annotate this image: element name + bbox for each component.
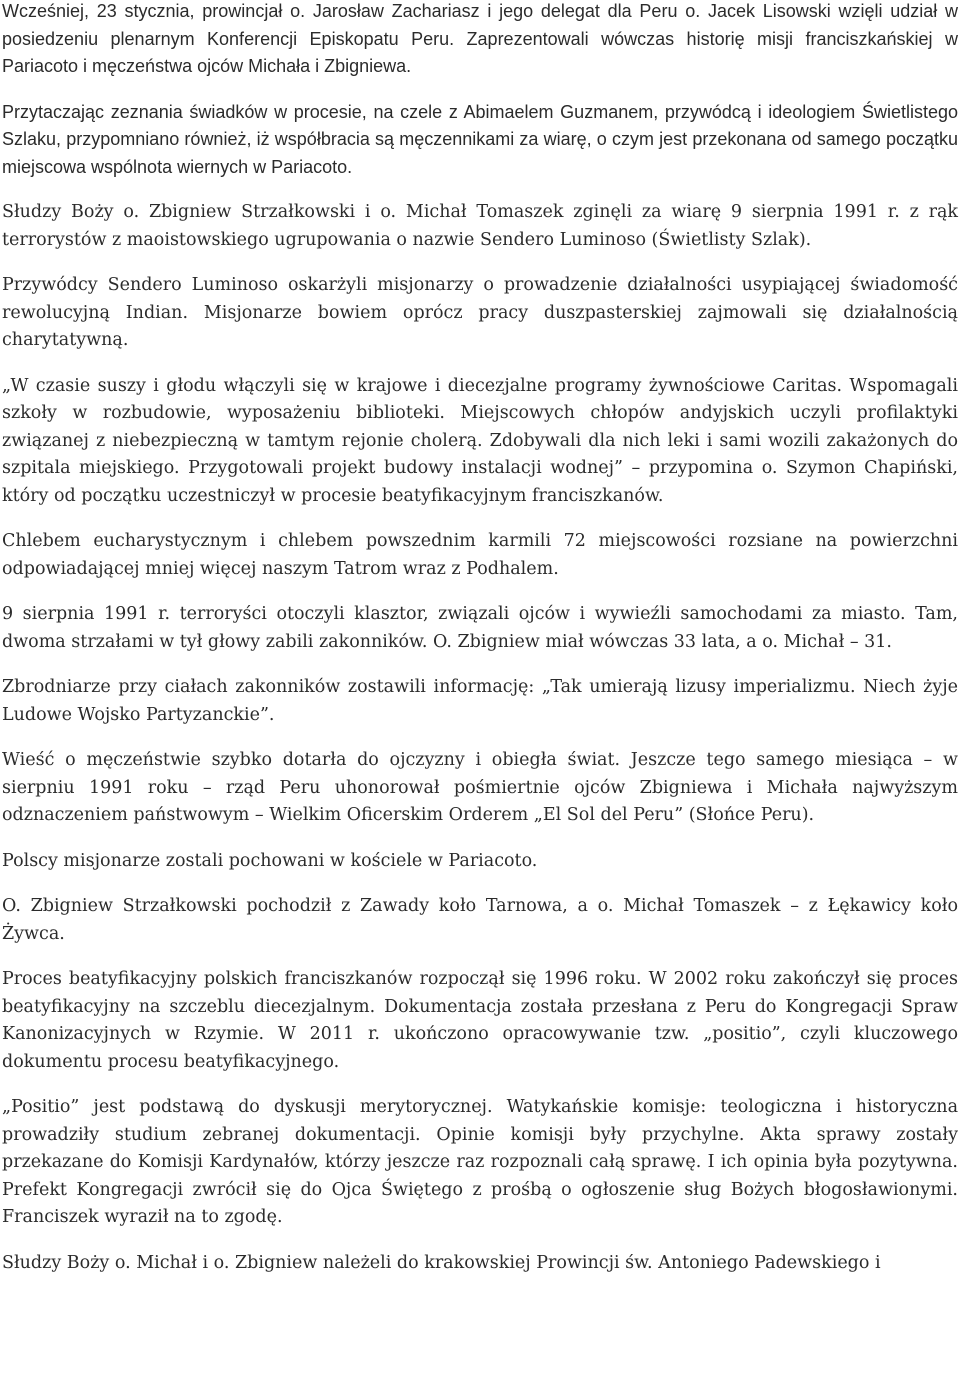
- paragraph-11: O. Zbigniew Strzałkowski pochodził z Zawady koło Tarnowa, a o. Michał Tomaszek – z Łękawicy koło Żywca.: [2, 896, 958, 944]
- paragraph-5: „W czasie suszy i głodu włączyli się w krajowe i diecezjalne programy żywnościowe Caritas. Wspomagali szkoły w rozbudowie, wyposażeniu biblioteki. Miejscowych chłopów andyjskich uczyli profilaktyki związanej z niebezpieczną w tamtym rejonie cholerą. Zdobywali dla nich leki i sami wozili zakażonych do szpitala miejskiego. Przygotowali projekt budowy instalacji wodnej” – przypomina o. Szymon Chapiński, który od początku uczestniczył w procesie beatyfikacyjnym franciszkanów.: [2, 375, 958, 506]
- paragraph-3: Słudzy Boży o. Zbigniew Strzałkowski i o. Michał Tomaszek zginęli za wiarę 9 sierpnia 1991 r. z rąk terrorystów z maoistowskiego ugrupowania o nazwie Sendero Luminoso (Świetlisty Szlak).: [2, 202, 958, 250]
- paragraph-10: Polscy misjonarze zostali pochowani w kościele w Pariacoto.: [2, 850, 538, 871]
- paragraph-12: Proces beatyfikacyjny polskich franciszkanów rozpoczął się 1996 roku. W 2002 roku zakończył się proces beatyfikacyjny na szczeblu diecezjalnym. Dokumentacja została przesłana z Peru do Kongregacji Spraw Kanonizacyjnych w Rzymie. W 2011 r. ukończono opracowywanie tzw. „positio”, czyli kluczowego dokumentu procesu beatyfikacyjnego.: [2, 969, 958, 1072]
- paragraph-4: Przywódcy Sendero Luminoso oskarżyli misjonarzy o prowadzenie działalności usypiającej świadomość rewolucyjną Indian. Misjonarze bowiem oprócz pracy duszpasterskiej zajmowali się działalnością charytatywną.: [2, 275, 958, 350]
- paragraph-14: Słudzy Boży o. Michał i o. Zbigniew należeli do krakowskiej Prowincji św. Antoniego Padewskiego i: [2, 1252, 881, 1273]
- paragraph-13: „Positio” jest podstawą do dyskusji merytorycznej. Watykańskie komisje: teologiczna i historyczna prowadziły studium zebranej dokumentacji. Opinie komisji były przychylne. Akta sprawy zostały przekazane do Komisji Kardynałów, którzy jeszcze raz rozpoznali całą sprawę. I ich opinia była pozytywna. Prefekt Kongregacji zwrócił się do Ojca Świętego z prośbą o ogłoszenie sług Bożych błogosławionymi. Franciszek wyraził na to zgodę.: [2, 1097, 958, 1227]
- paragraph-1: Wcześniej, 23 stycznia, prowincjał o. Jarosław Zachariasz i jego delegat dla Peru o. Jacek Lisowski wzięli udział w posiedzeniu plenarnym Konferencji Episkopatu Peru. Zaprezentowali wówczas historię misji franciszkańskiej w Pariacoto i męczeństwa ojców Michała i Zbigniewa.: [2, 1, 958, 76]
- paragraph-2: Przytaczając zeznania świadków w procesie, na czele z Abimaelem Guzmanem, przywódcą i ideologiem Świetlistego Szlaku, przypomniano również, iż współbracia są męczennikami za wiarę, o czym jest przekonana od samego początku miejscowa wspólnota wiernych w Pariacoto.: [2, 101, 958, 177]
- paragraph-7: 9 sierpnia 1991 r. terroryści otoczyli klasztor, związali ojców i wywieźli samochodami za miasto. Tam, dwoma strzałami w tył głowy zabili zakonników. O. Zbigniew miał wówczas 33 lata, a o. Michał – 31.: [2, 604, 958, 652]
- paragraph-9: Wieść o męczeństwie szybko dotarła do ojczyzny i obiegła świat. Jeszcze tego samego miesiąca – w sierpniu 1991 roku – rząd Peru uhonorował pośmiertnie ojców Zbigniewa i Michała najwyższym odznaczeniem państwowym – Wielkim Oficerskim Orderem „El Sol del Peru” (Słońce Peru).: [2, 750, 958, 825]
- paragraph-6: Chlebem eucharystycznym i chlebem powszednim karmili 72 miejscowości rozsiane na powierzchni odpowiadającej mniej więcej naszym Tatrom wraz z Podhalem.: [2, 531, 958, 579]
- paragraph-8: Zbrodniarze przy ciałach zakonników zostawili informację: „Tak umierają lizusy imperializmu. Niech żyje Ludowe Wojsko Partyzanckie”.: [2, 677, 958, 725]
